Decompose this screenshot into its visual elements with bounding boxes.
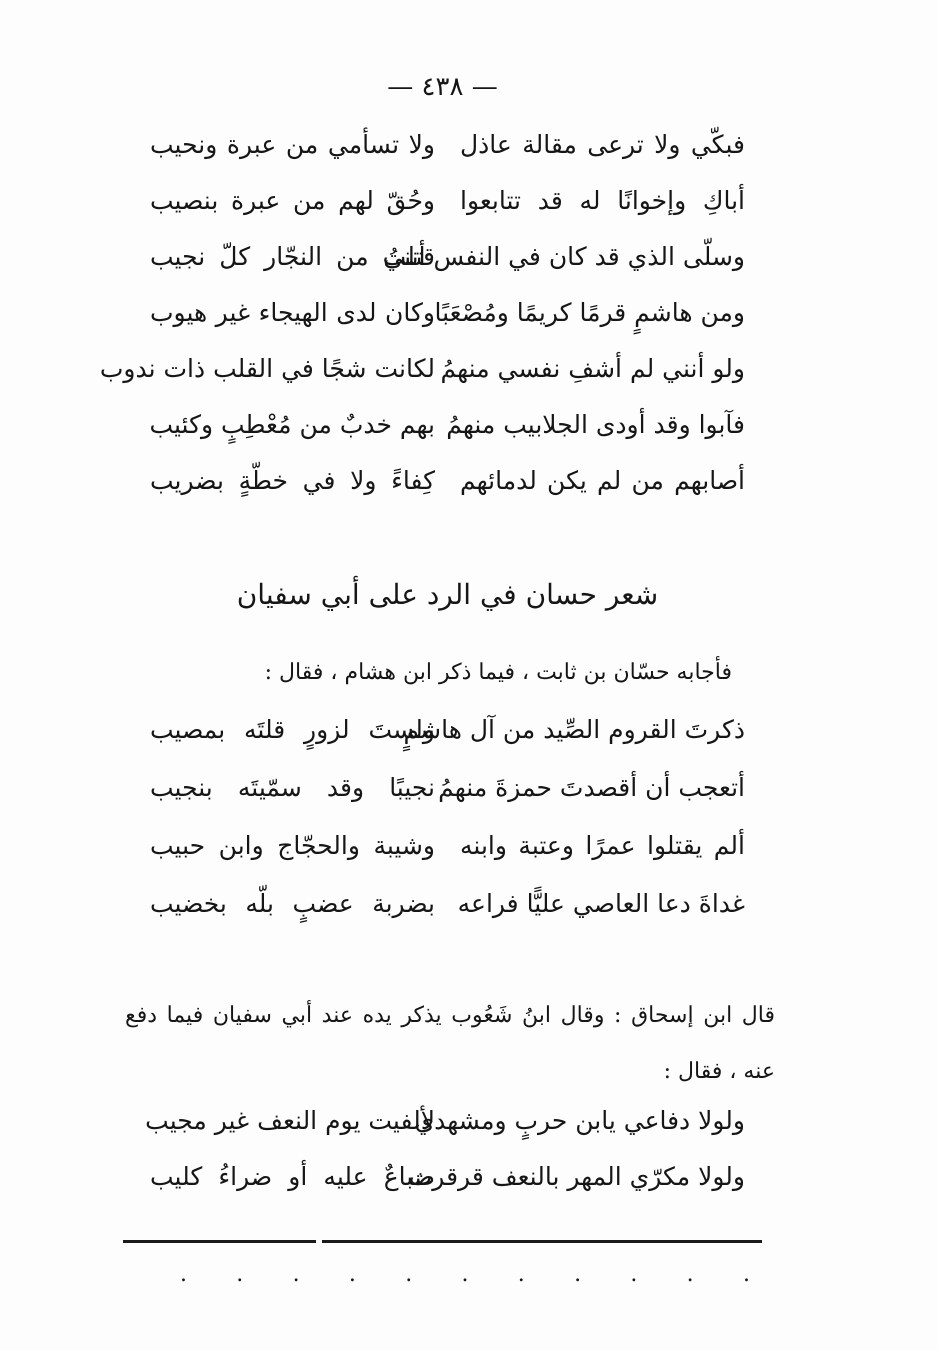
- footer-dot: .: [517, 1262, 525, 1287]
- verse-line: [150, 889, 745, 947]
- verse-line: [150, 298, 745, 354]
- verse-first-hemistich: أباكِ وإخوانًا له قد تتابعوا: [460, 186, 745, 215]
- verse-second-hemistich: قتلتُ من النجّار كلّ نجيب: [150, 242, 435, 271]
- verse-line: [150, 715, 745, 773]
- verse-line: [150, 186, 745, 242]
- footer-rule-right: [322, 1240, 762, 1243]
- footer-dot: .: [180, 1262, 187, 1287]
- footer-dot: .: [574, 1262, 582, 1287]
- verse-second-hemistich: بضربة عضبٍ بلّه بخضيب: [150, 889, 435, 918]
- intro-line: فأجابه حسّان بن ثابت ، فيما ذكر ابن هشام ، فقال :: [264, 660, 732, 685]
- verse-line: [150, 773, 745, 831]
- verse-second-hemistich: وحُقّ لهم من عبرة بنصيب: [150, 186, 435, 215]
- verse-first-hemistich: ولولا دفاعي يابن حربٍ ومشهدي: [414, 1106, 745, 1135]
- verse-second-hemistich: ولستَ لزورٍ قلتَه بمصيب: [150, 715, 435, 744]
- verse-first-hemistich: أتعجب أن أقصدتَ حمزةَ منهمُ: [438, 773, 745, 802]
- verse-line: [99, 354, 745, 410]
- verse-line: [150, 410, 745, 466]
- verse-line: [145, 1106, 745, 1162]
- poem-3: [145, 1106, 745, 1218]
- footer-dot: .: [461, 1262, 469, 1287]
- verse-line: [150, 242, 745, 298]
- verse-first-hemistich: فآبوا وقد أودى الجلابيب منهمُ: [446, 410, 745, 439]
- verse-first-hemistich: غداةَ دعا العاصي عليًّا فراعه: [457, 889, 745, 918]
- verse-second-hemistich: وكان لدى الهيجاء غير هيوب: [150, 298, 435, 327]
- poem-1: [99, 130, 745, 522]
- footer-dot: .: [742, 1262, 750, 1287]
- verse-first-hemistich: ولولا مكرّي المهر بالنعف قرقرت: [408, 1162, 745, 1191]
- verse-line: [150, 466, 745, 522]
- verse-second-hemistich: نجيبًا وقد سمّيتَه بنجيب: [150, 773, 435, 802]
- footer-dot: .: [630, 1262, 638, 1287]
- verse-first-hemistich: فبكّي ولا ترعى مقالة عاذل: [460, 130, 745, 159]
- verse-second-hemistich: بهم خدبٌ من مُعْطِبٍ وكئيب: [149, 410, 435, 439]
- verse-line: [150, 130, 745, 186]
- verse-first-hemistich: ذكرتَ القروم الصِّيد من آل هاشمٍ: [403, 715, 745, 744]
- section-heading: شعر حسان في الرد على أبي سفيان: [236, 578, 659, 611]
- verse-first-hemistich: ومن هاشمٍ قرمًا كريمًا ومُصْعَبًا: [434, 298, 745, 327]
- footer-dot: .: [348, 1262, 356, 1287]
- footer-rule-left: [123, 1240, 316, 1243]
- narration-paragraph: قال ابن إسحاق : وقال ابنُ شَعُوب يذكر يده عند أبي سفيان فيما دفع عنه ، فقال :: [125, 1003, 775, 1084]
- poem-2: [150, 715, 745, 947]
- verse-second-hemistich: وشيبة والحجّاج وابن حبيب: [150, 831, 435, 860]
- verse-second-hemistich: كِفاءً ولا في خطّةٍ بضريب: [150, 466, 435, 495]
- verse-line: [150, 831, 745, 889]
- verse-first-hemistich: ولو أنني لم أشفِ نفسي منهمُ: [440, 354, 745, 383]
- footer-dot: .: [292, 1262, 300, 1287]
- verse-second-hemistich: ضباعٌ عليه أو ضراءُ كليب: [150, 1162, 435, 1191]
- verse-first-hemistich: أصابهم من لم يكن لدمائهم: [460, 466, 745, 495]
- footer-dots: [180, 1262, 750, 1287]
- page-number: — ٤٣٨ —: [387, 72, 498, 102]
- verse-second-hemistich: ولا تسأمي من عبرة ونحيب: [150, 130, 435, 159]
- footer-dot: .: [236, 1262, 244, 1287]
- footer-dot: .: [686, 1262, 694, 1287]
- verse-first-hemistich: وسلّى الذي قد كان في النفس أنني: [383, 242, 745, 271]
- verse-first-hemistich: ألم يقتلوا عمرًا وعتبة وابنه: [460, 831, 745, 860]
- verse-line: [150, 1162, 745, 1218]
- verse-second-hemistich: لكانت شجًا في القلب ذات ندوب: [99, 354, 435, 383]
- footer-dot: .: [405, 1262, 413, 1287]
- verse-second-hemistich: لألفيت يوم النعف غير مجيب: [145, 1106, 435, 1135]
